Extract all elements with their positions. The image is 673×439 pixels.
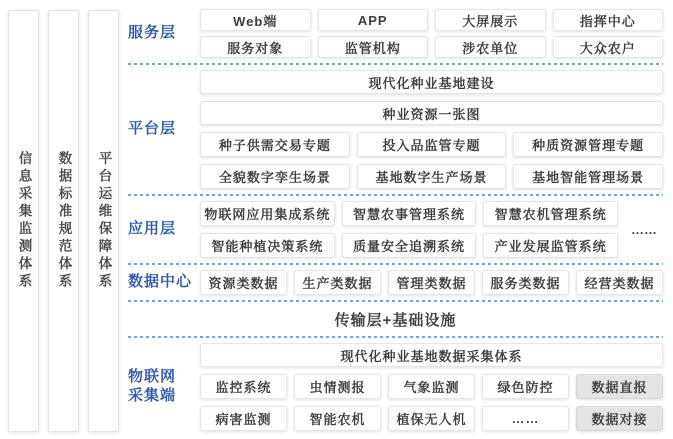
iot-layer-content xyxy=(200,343,663,431)
pillar-label: 信息采集监测体系 xyxy=(16,151,32,291)
application-ellipsis: …… xyxy=(631,222,657,237)
iot-box-ellipsis: …… xyxy=(482,406,569,431)
app-box-quality-trace: 质量安全追溯系统 xyxy=(342,233,477,258)
service-box-bigscreen: 大屏展示 xyxy=(435,9,546,31)
app-box-industry-supervision: 产业发展监管系统 xyxy=(483,233,618,258)
platform-scene-row xyxy=(200,164,663,189)
app-box-iot-integration: 物联网应用集成系统 xyxy=(200,201,335,226)
platform-box-germplasm-mgmt: 种质资源管理专题 xyxy=(513,132,663,157)
pillar-info-collection xyxy=(8,10,39,432)
pillar-platform-ops xyxy=(88,10,119,432)
platform-box-digital-twin: 全貌数字孪生场景 xyxy=(200,164,350,189)
platform-box-input-supervision: 投入品监管专题 xyxy=(357,132,507,157)
service-box-service-target: 服务对象 xyxy=(200,36,311,58)
iot-box-monitoring: 监控系统 xyxy=(200,374,287,399)
platform-layer-label: 平台层 xyxy=(128,120,177,138)
service-box-command-center: 指挥中心 xyxy=(553,9,664,31)
pillar-label: 数据标准规范体系 xyxy=(56,151,72,291)
service-box-agri-unit: 涉农单位 xyxy=(435,36,546,58)
service-grid xyxy=(200,9,663,58)
layer-data-center xyxy=(128,270,663,295)
platform-box-resource-map: 种业资源一张图 xyxy=(200,101,663,125)
iot-box-smart-machinery: 智能农机 xyxy=(294,406,381,431)
data-center-content xyxy=(200,270,663,295)
data-box-operation: 经营类数据 xyxy=(576,270,663,295)
iot-grid-row1 xyxy=(200,374,663,399)
data-box-management: 管理类数据 xyxy=(388,270,475,295)
dotted-divider xyxy=(128,63,663,65)
service-layer-content xyxy=(200,9,663,58)
transport-layer-bar: 传输层+基础设施 xyxy=(334,311,457,329)
platform-box-digital-production: 基地数字生产场景 xyxy=(357,164,507,189)
iot-layer-label xyxy=(128,343,200,431)
iot-box-plant-protection-drone: 植保无人机 xyxy=(388,406,475,431)
iot-box-weather: 气象监测 xyxy=(388,374,475,399)
data-box-production: 生产类数据 xyxy=(294,270,381,295)
service-box-regulator: 监管机构 xyxy=(318,36,429,58)
layer-iot-collection xyxy=(128,343,663,431)
data-center-grid xyxy=(200,270,663,295)
data-box-service: 服务类数据 xyxy=(482,270,569,295)
platform-layer-content xyxy=(200,70,663,189)
application-layer-content xyxy=(200,201,663,258)
iot-box-pest-forecast: 虫情测报 xyxy=(294,374,381,399)
iot-box-data-collection-system: 现代化种业基地数据采集体系 xyxy=(200,343,663,367)
app-box-farming-mgmt: 智慧农事管理系统 xyxy=(342,201,477,226)
layer-application xyxy=(128,201,663,258)
platform-box-seed-trade: 种子供需交易专题 xyxy=(200,132,350,157)
layer-service xyxy=(128,9,663,58)
dotted-divider xyxy=(128,263,663,265)
dotted-divider xyxy=(128,194,663,196)
service-box-app: APP xyxy=(318,9,429,31)
iot-box-data-docking: 数据对接 xyxy=(576,406,663,431)
iot-label-line1: 物联网 xyxy=(128,368,177,386)
platform-box-smart-management: 基地智能管理场景 xyxy=(513,164,663,189)
service-box-web: Web端 xyxy=(200,9,311,31)
platform-box-base-construction: 现代化种业基地建设 xyxy=(200,70,663,94)
application-grid xyxy=(200,201,663,258)
app-box-planting-decision: 智能种植决策系统 xyxy=(200,233,335,258)
data-box-resource: 资源类数据 xyxy=(200,270,287,295)
pillar-label: 平台运维保障体系 xyxy=(96,151,112,291)
service-layer-label: 服务层 xyxy=(128,24,177,42)
iot-box-data-direct-report: 数据直报 xyxy=(576,374,663,399)
iot-label-line2: 采集端 xyxy=(128,387,177,404)
dotted-divider xyxy=(128,336,663,338)
layer-platform xyxy=(128,70,663,189)
data-center-label: 数据中心 xyxy=(128,273,193,291)
app-box-machinery-mgmt: 智慧农机管理系统 xyxy=(483,201,618,226)
service-box-public-farmer: 大众农户 xyxy=(553,36,664,58)
pillar-column-group xyxy=(0,0,124,439)
pillar-data-standard xyxy=(48,10,79,432)
layers-column xyxy=(124,0,673,439)
iot-grid-row2 xyxy=(200,406,663,431)
iot-box-green-control: 绿色防控 xyxy=(482,374,569,399)
iot-box-disease-monitoring: 病害监测 xyxy=(200,406,287,431)
platform-topic-row xyxy=(200,132,663,157)
dotted-divider xyxy=(128,300,663,302)
application-layer-label: 应用层 xyxy=(128,220,177,238)
